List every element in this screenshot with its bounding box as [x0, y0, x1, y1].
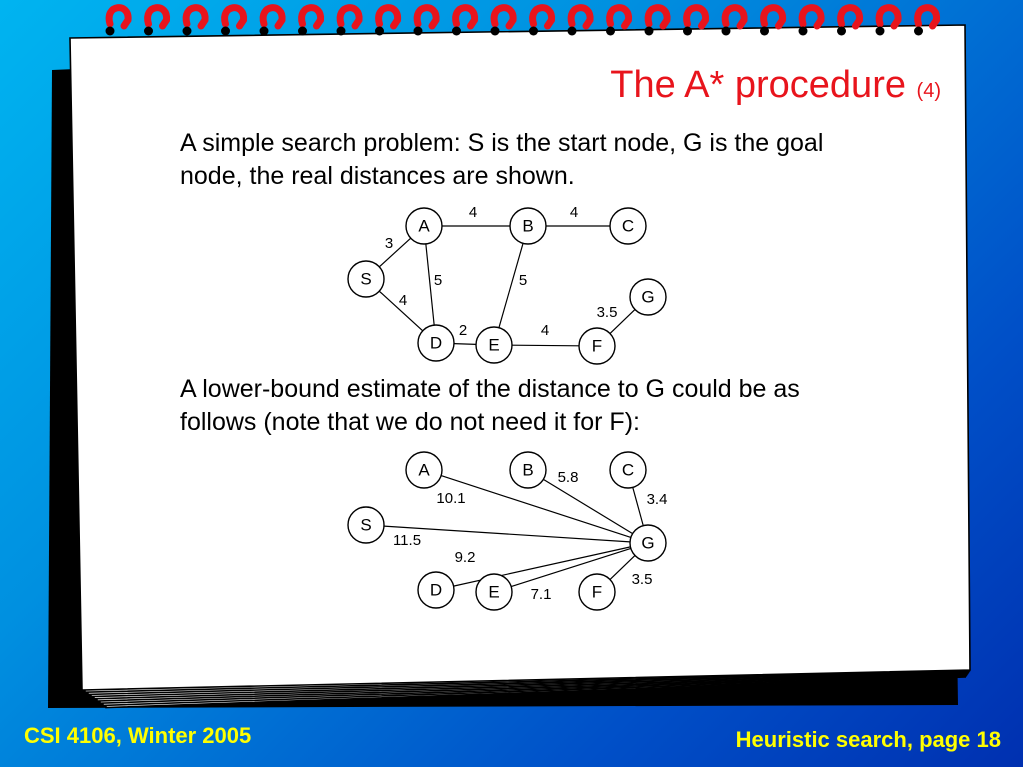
- edge-label-E-G: 7.1: [530, 585, 552, 603]
- node-label-C: C: [621, 460, 635, 480]
- edge-label-C-G: 3.4: [646, 490, 668, 508]
- edge-label-A-D: 5: [433, 271, 443, 289]
- node-label-D: D: [429, 333, 443, 353]
- node-label-B: B: [522, 460, 534, 480]
- edge-label-S-A: 3: [384, 234, 394, 252]
- edge-E-G: [511, 548, 631, 586]
- edge-label-F-G: 3.5: [631, 570, 653, 588]
- node-label-B: B: [522, 216, 534, 236]
- node-label-E: E: [488, 335, 500, 355]
- node-label-F: F: [591, 336, 603, 356]
- node-label-A: A: [418, 216, 430, 236]
- edge-label-S-G: 11.5: [392, 531, 422, 549]
- edge-label-E-F: 4: [540, 321, 550, 339]
- title-main: The A* procedure: [610, 64, 906, 106]
- paragraph-problem: A simple search problem: S is the start node, G is the goal node, the real distances are shown.: [180, 129, 824, 190]
- edge-label-B-G: 5.8: [557, 468, 579, 486]
- node-label-E: E: [488, 582, 500, 602]
- node-label-G: G: [641, 287, 655, 307]
- node-label-A: A: [418, 460, 430, 480]
- edge-label-D-E: 2: [458, 321, 468, 339]
- edge-label-B-C: 4: [569, 203, 579, 221]
- edge-B-G: [543, 479, 632, 533]
- edge-C-G: [633, 487, 643, 525]
- node-label-S: S: [360, 515, 372, 535]
- node-label-F: F: [591, 582, 603, 602]
- node-label-C: C: [621, 216, 635, 236]
- edge-label-A-B: 4: [468, 203, 478, 221]
- node-label-D: D: [429, 580, 443, 600]
- title-suffix: (4): [916, 80, 941, 102]
- edge-label-B-E: 5: [518, 271, 528, 289]
- paragraph-estimate: A lower-bound estimate of the distance to G could be as follows (note that we do not need it for F):: [180, 375, 800, 436]
- footer-page: Heuristic search, page 18: [735, 727, 1001, 752]
- edge-label-D-G: 9.2: [454, 548, 476, 566]
- edge-label-F-G: 3.5: [596, 303, 618, 321]
- node-label-S: S: [360, 269, 372, 289]
- edge-label-A-G: 10.1: [436, 489, 466, 507]
- footer-course: CSI 4106, Winter 2005: [24, 723, 252, 748]
- node-label-G: G: [641, 533, 655, 553]
- edge-label-S-D: 4: [398, 291, 408, 309]
